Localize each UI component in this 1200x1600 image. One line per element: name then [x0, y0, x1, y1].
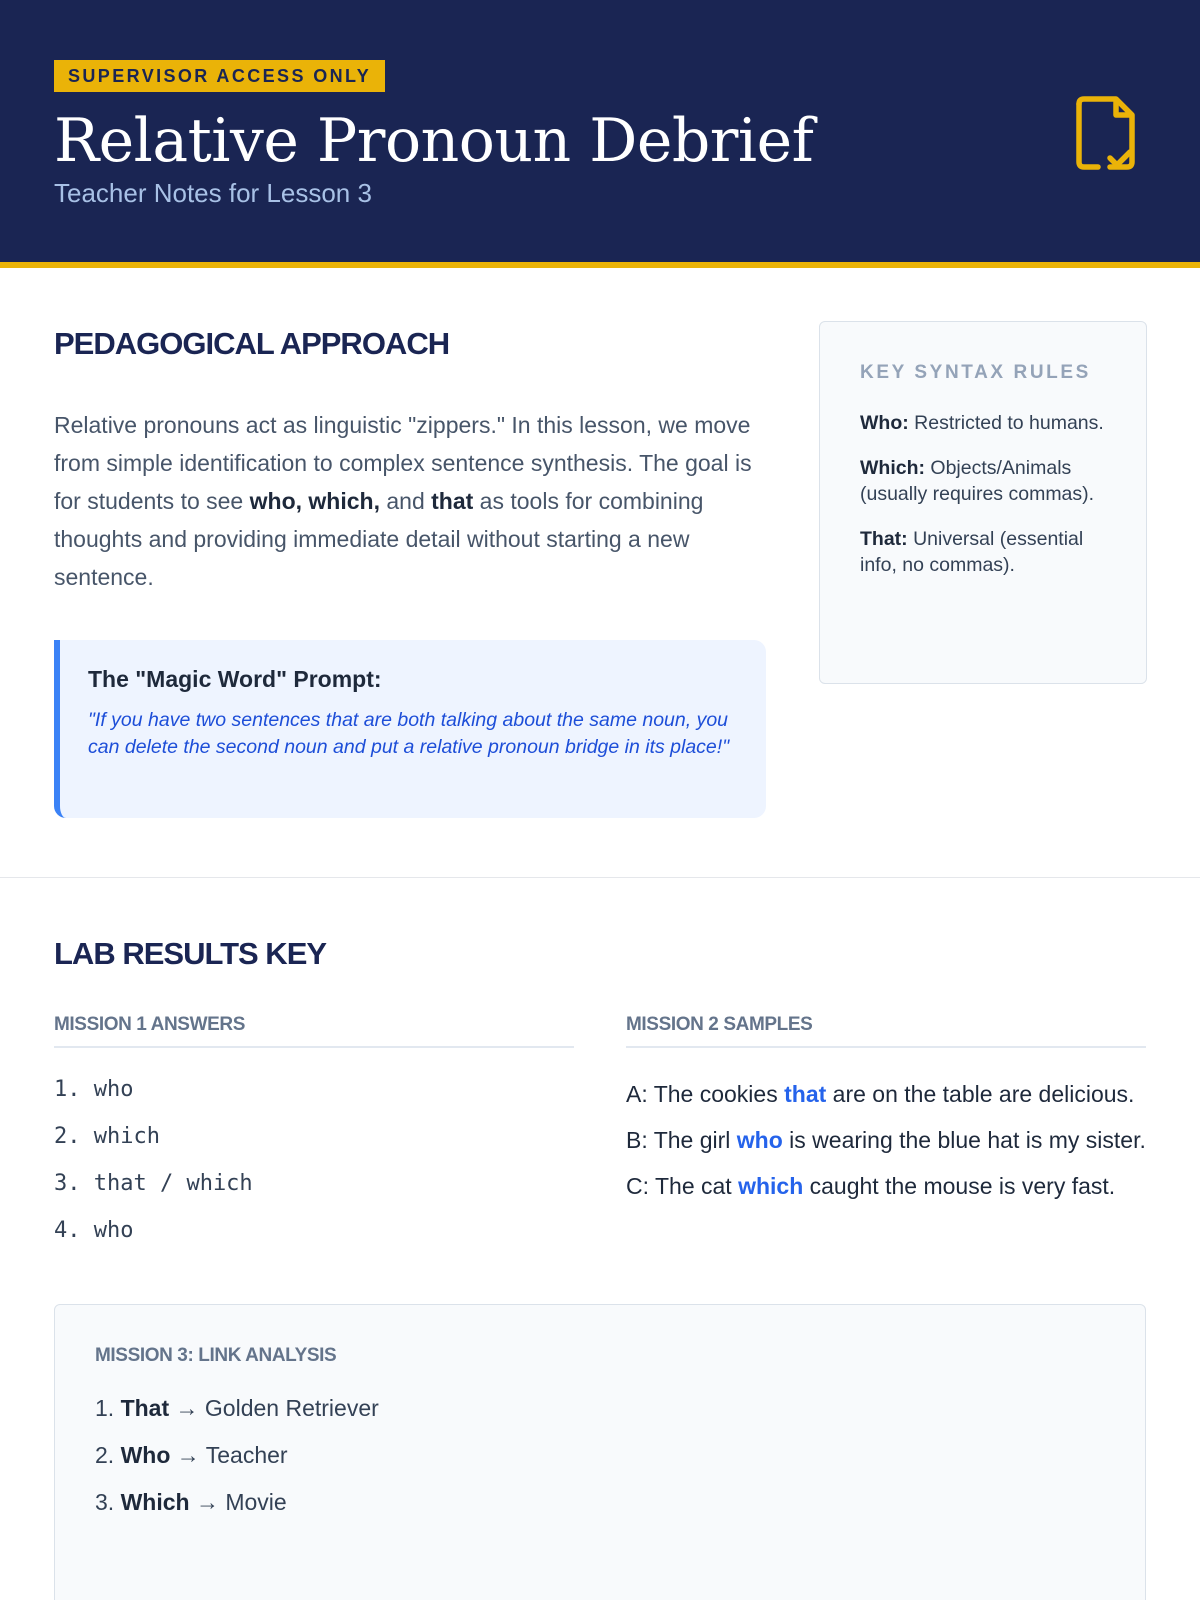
- mission2-column: [626, 1014, 1146, 1266]
- rule-which: Which: Objects/Animals (usually requires commas).: [860, 456, 1095, 505]
- mission3-title: MISSION 3: LINK ANALYSIS: [95, 1345, 337, 1366]
- syntax-rules-card: [819, 321, 1147, 684]
- page-title: Relative Pronoun Debrief: [54, 106, 814, 176]
- pedagogy-heading: PEDAGOGICAL APPROACH: [54, 326, 450, 361]
- list-item: 1. That → Golden Retriever: [95, 1395, 379, 1421]
- mission1-title: MISSION 1 ANSWERS: [54, 1014, 574, 1048]
- mission1-column: [54, 1014, 574, 1266]
- access-badge: SUPERVISOR ACCESS ONLY: [54, 60, 385, 92]
- mission2-title: MISSION 2 SAMPLES: [626, 1014, 1146, 1048]
- list-item: 3. that / which: [54, 1171, 253, 1196]
- magic-word-callout: [54, 640, 766, 818]
- file-check-icon: [1074, 96, 1140, 172]
- lab-heading: LAB RESULTS KEY: [54, 936, 327, 971]
- callout-title: The "Magic Word" Prompt:: [88, 666, 382, 692]
- page-subtitle: Teacher Notes for Lesson 3: [54, 178, 372, 208]
- lab-results-section: [0, 878, 1200, 1600]
- sample-sentence: A: The cookies that are on the table are delicious.: [626, 1081, 1135, 1107]
- page-header: [0, 0, 1200, 268]
- pedagogy-paragraph: Relative pronouns act as linguistic "zippers." In this lesson, we move from simple identification to complex sentence synthesis. The goal is for students to see who, which, and that as tools for combining thoughts and providing immediate detail without starting a new sentence.: [54, 412, 752, 590]
- mission2-samples: [626, 1078, 1146, 1203]
- list-item: 2. Who → Teacher: [95, 1442, 288, 1468]
- mission3-list: [95, 1393, 1105, 1517]
- list-item: 3. Which → Movie: [95, 1489, 287, 1515]
- list-item: 4. who: [54, 1218, 134, 1243]
- mission3-card: [54, 1304, 1146, 1600]
- pedagogy-section: [0, 268, 1200, 878]
- mission1-answers: [54, 1078, 574, 1243]
- rule-that: That: Universal (essential info, no commas).: [860, 527, 1084, 576]
- list-item: 2. which: [54, 1124, 160, 1149]
- rule-who: Who: Restricted to humans.: [860, 412, 1104, 434]
- sample-sentence: B: The girl who is wearing the blue hat is my sister.: [626, 1127, 1146, 1153]
- sample-sentence: C: The cat which caught the mouse is very fast.: [626, 1173, 1116, 1199]
- rules-title: KEY SYNTAX RULES: [860, 362, 1091, 383]
- callout-quote: "If you have two sentences that are both talking about the same noun, you can delete the second noun and put a relative pronoun bridge in its place!": [88, 709, 730, 758]
- list-item: 1. who: [54, 1077, 134, 1102]
